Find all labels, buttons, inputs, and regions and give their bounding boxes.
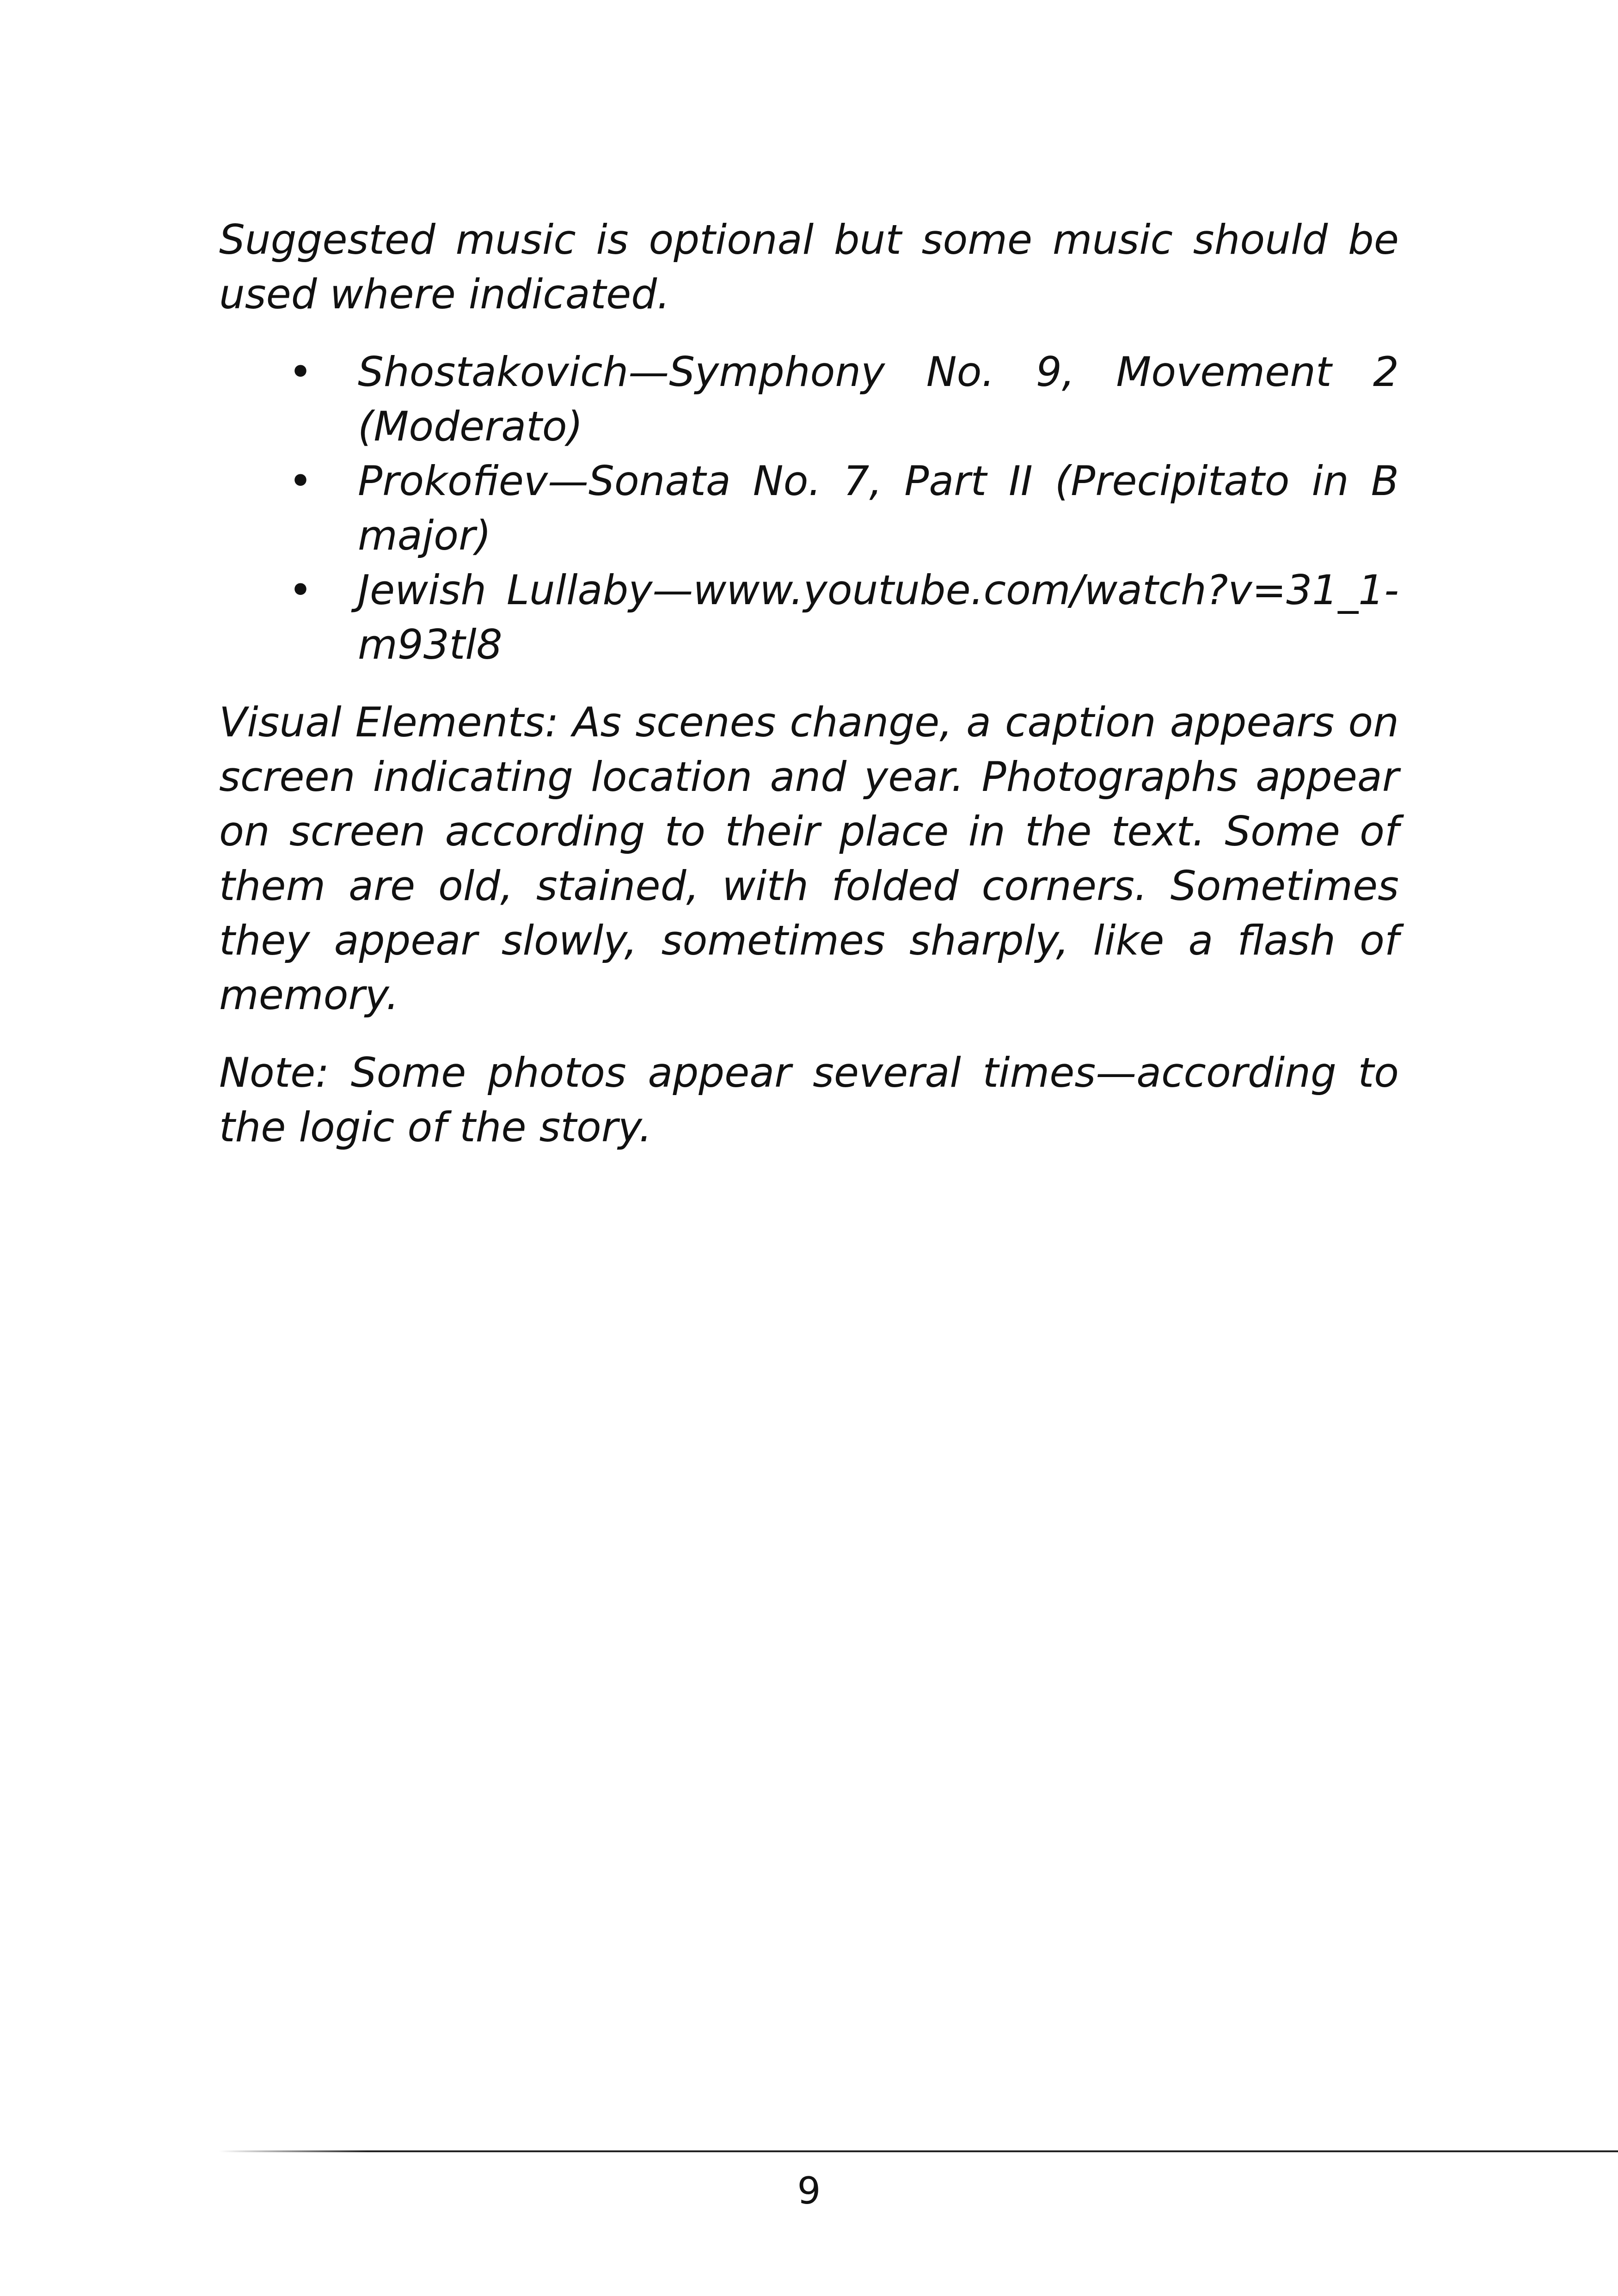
music-item-text: Shostakovich—Symphony No. 9, Movement 2 (Moderato) <box>358 348 1399 450</box>
music-item-text: Jewish Lullaby—www.youtube.com/watch?v=31_1-m93tl8 <box>358 566 1399 668</box>
footer-divider-fade <box>219 2149 367 2153</box>
visual-elements-paragraph: Visual Elements: As scenes change, a caption appears on screen indicating location and year. Photographs appear on screen according to their place in the text. Some of them are old, stained, with folded corners. Sometimes they appear slowly, sometimes sharply, like a flash of memory. <box>219 698 1399 1019</box>
intro-paragraph: Suggested music is optional but some music should be used where indicated. <box>219 216 1399 318</box>
music-list <box>219 345 1399 672</box>
page-body <box>219 213 1399 1155</box>
note-paragraph: Note: Some photos appear several times—according to the logic of the story. <box>219 1049 1399 1151</box>
page-number: 9 <box>797 2169 821 2212</box>
bullet-icon: • <box>288 566 313 614</box>
list-item <box>219 345 1399 454</box>
list-item <box>219 454 1399 563</box>
music-item-text: Prokofiev—Sonata No. 7, Part II (Precipitato in B major) <box>358 457 1399 559</box>
bullet-icon: • <box>288 457 313 505</box>
list-item <box>219 563 1399 672</box>
footer-divider <box>219 2150 1618 2152</box>
bullet-icon: • <box>288 348 313 396</box>
